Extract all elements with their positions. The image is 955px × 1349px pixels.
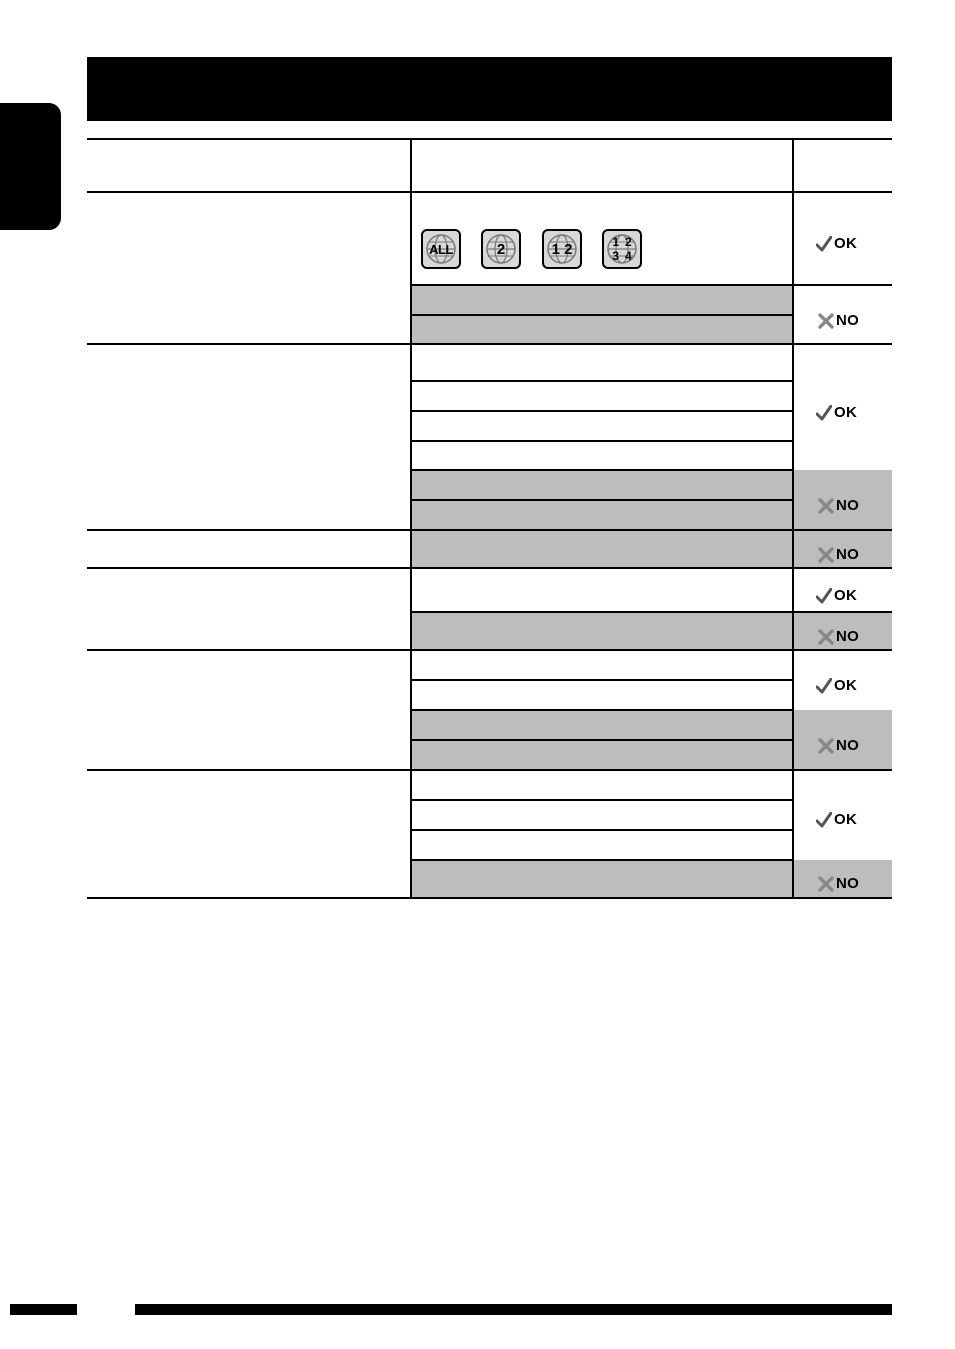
region-digit: 3 [612, 249, 619, 263]
cross-icon [818, 547, 834, 563]
footer-rule [135, 1304, 892, 1315]
region-digit-grid [612, 235, 631, 263]
row-divider [87, 567, 892, 569]
row-divider [87, 191, 892, 193]
table-top-rule [87, 138, 892, 140]
column-divider [792, 140, 794, 899]
sub-row-divider [411, 611, 892, 613]
no-label: NO [836, 737, 860, 754]
sub-row-divider [411, 859, 793, 861]
row-divider [87, 343, 892, 345]
table-bottom-rule [87, 897, 892, 899]
region-2-icon [481, 229, 521, 269]
row-divider [87, 649, 892, 651]
no-mark [818, 737, 859, 754]
page-number-bar [10, 1304, 77, 1315]
cross-icon [818, 629, 834, 645]
region-digit: 1 [612, 235, 619, 249]
cross-icon [818, 313, 834, 329]
ok-label: OK [834, 235, 858, 252]
no-label: NO [836, 497, 860, 514]
no-label: NO [836, 312, 860, 329]
region-digit: 2 [564, 240, 573, 258]
cross-icon [818, 498, 834, 514]
no-mark [818, 546, 859, 563]
sub-row-divider [411, 284, 892, 286]
check-icon [816, 588, 832, 604]
ok-label: OK [834, 677, 858, 694]
sub-row-divider [411, 380, 793, 382]
region-1-2-icon [542, 229, 582, 269]
sub-row-divider [411, 679, 793, 681]
ok-mark [816, 811, 857, 828]
ok-label: OK [834, 587, 858, 604]
region-all-icon [421, 229, 461, 269]
sub-row-divider [411, 799, 793, 801]
language-side-tab [0, 103, 61, 230]
no-mark [818, 312, 859, 329]
check-icon [816, 812, 832, 828]
region-digit: 2 [625, 235, 632, 249]
ok-mark [816, 677, 857, 694]
sub-row-divider [411, 709, 793, 711]
region-1-2-3-4-icon [602, 229, 642, 269]
sub-row-divider [411, 739, 793, 741]
row-divider [87, 529, 892, 531]
region-label: ALL [429, 241, 453, 257]
check-icon [816, 236, 832, 252]
row-divider [87, 769, 892, 771]
no-mark [818, 875, 859, 892]
region-digit: 1 [551, 240, 560, 258]
title-bar [87, 57, 892, 121]
sub-row-divider [411, 314, 793, 316]
sub-row-divider [411, 499, 793, 501]
no-label: NO [836, 546, 860, 563]
sub-row-divider [411, 829, 793, 831]
ok-label: OK [834, 404, 858, 421]
sub-row-divider [411, 410, 793, 412]
region-digit: 4 [625, 249, 632, 263]
column-divider [410, 140, 412, 899]
check-icon [816, 405, 832, 421]
no-label: NO [836, 628, 860, 645]
ok-mark [816, 587, 857, 604]
ok-mark [816, 404, 857, 421]
ok-mark [816, 235, 857, 252]
sub-row-divider [411, 440, 793, 442]
no-mark [818, 628, 859, 645]
cross-icon [818, 738, 834, 754]
region-label [552, 242, 573, 257]
check-icon [816, 678, 832, 694]
no-label: NO [836, 875, 860, 892]
cross-icon [818, 876, 834, 892]
sub-row-divider [411, 469, 793, 471]
no-mark [818, 497, 859, 514]
ok-label: OK [834, 811, 858, 828]
region-label: 2 [496, 240, 506, 258]
